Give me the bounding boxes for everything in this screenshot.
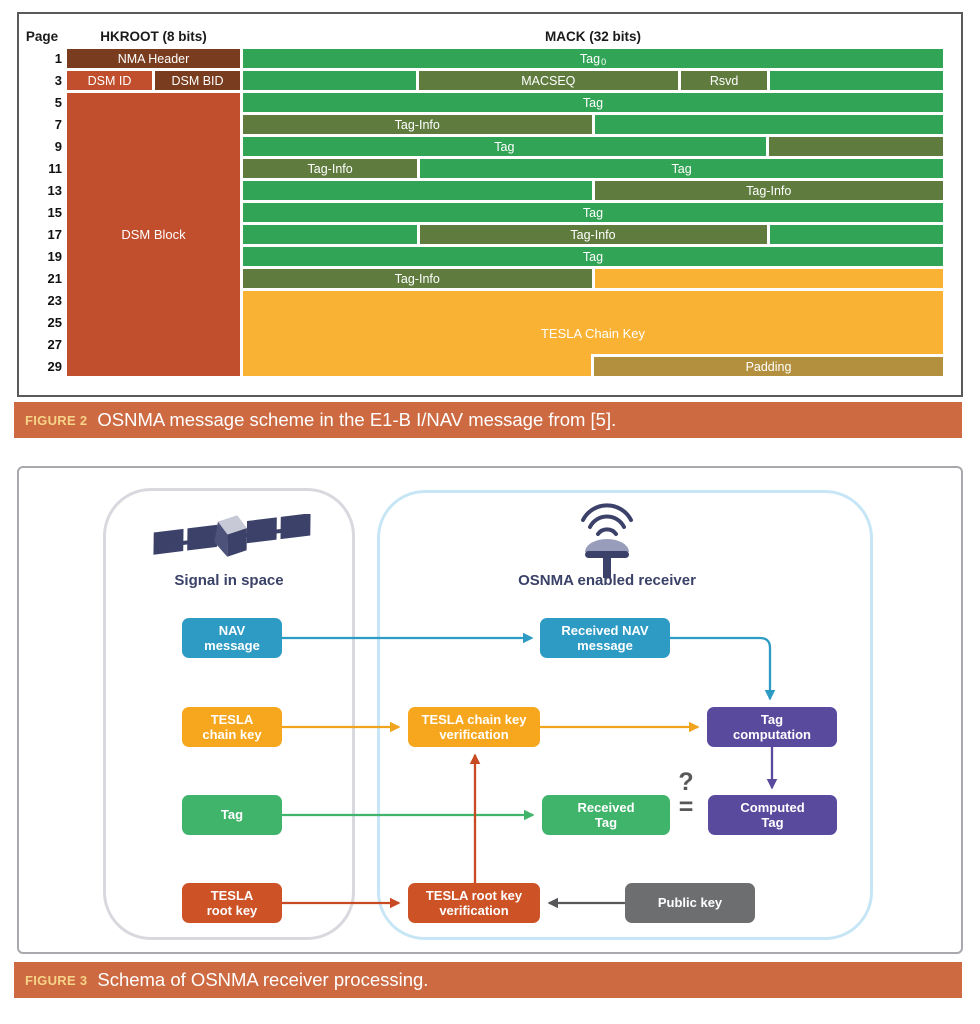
tesla-root-key-box: TESLA root key <box>182 883 282 923</box>
page-number: 3 <box>54 73 62 88</box>
page-number: 27 <box>47 337 62 352</box>
field-unlabeled <box>243 181 592 200</box>
signal-in-space-label: Signal in space <box>174 572 284 589</box>
page-number: 1 <box>54 51 62 66</box>
page-number: 21 <box>47 271 62 286</box>
field-unlabeled <box>770 71 943 90</box>
page-number: 19 <box>47 249 62 264</box>
tesla-chain-key-label: TESLA Chain Key <box>540 326 646 341</box>
mack-row <box>243 137 943 156</box>
hkroot-row <box>67 49 240 68</box>
field-dsm-id: DSM ID <box>67 71 152 90</box>
field-tag-info: Tag-Info <box>595 181 944 200</box>
equals-icon: = <box>678 793 694 821</box>
page-number: 29 <box>47 359 62 374</box>
mack-row <box>243 247 943 266</box>
column-header-hkroot: HKROOT (8 bits) <box>100 29 207 44</box>
mack-row <box>243 269 943 288</box>
field-tag-info: Tag-Info <box>243 159 417 178</box>
field-tag: Tag <box>243 247 943 266</box>
figure2-caption-number: FIGURE 2 <box>25 412 88 428</box>
field-unlabeled <box>769 137 943 156</box>
field-tag: Tag 0 <box>243 49 943 68</box>
mack-row <box>243 225 943 244</box>
mack-row <box>243 49 943 68</box>
mack-row <box>243 115 943 134</box>
mack-row <box>243 93 943 112</box>
mack-row <box>243 71 943 90</box>
field-tag: Tag <box>420 159 943 178</box>
dsm-block <box>67 93 240 376</box>
field-nma-header: NMA Header <box>67 49 240 68</box>
question-mark-icon: ? <box>678 768 694 796</box>
mack-row <box>243 159 943 178</box>
figure3-caption <box>14 962 962 998</box>
mack-row <box>243 181 943 200</box>
page-number: 25 <box>47 315 62 330</box>
tesla-chain-key-verification-box: TESLA chain key verification <box>408 707 540 747</box>
hkroot-row <box>67 71 240 90</box>
field-unlabeled <box>243 225 417 244</box>
tesla-root-key-verification-box: TESLA root key verification <box>408 883 540 923</box>
field-tag: Tag <box>243 203 943 222</box>
column-header-page: Page <box>25 29 59 44</box>
page-number: 13 <box>47 183 62 198</box>
antenna-icon <box>575 494 639 578</box>
page-number: 15 <box>47 205 62 220</box>
computed-tag-box: Computed Tag <box>708 795 837 835</box>
field-dsm-bid: DSM BID <box>155 71 240 90</box>
comparison-symbol <box>670 770 702 820</box>
field-unlabeled <box>770 225 944 244</box>
tag-box: Tag <box>182 795 282 835</box>
padding-label: Padding <box>745 359 792 374</box>
column-header-mack: MACK (32 bits) <box>544 29 641 44</box>
nav-message-box: NAV message <box>182 618 282 658</box>
public-key-box: Public key <box>625 883 755 923</box>
field-rsvd: Rsvd <box>681 71 767 90</box>
osnma-receiver-label: OSNMA enabled receiver <box>518 572 696 589</box>
field-tag-info: Tag-Info <box>420 225 767 244</box>
tag-computation-box: Tag computation <box>707 707 837 747</box>
field-macseq: MACSEQ <box>419 71 678 90</box>
mack-row <box>243 203 943 222</box>
figure2-caption-text: OSNMA message scheme in the E1-B I/NAV message from [5]. <box>97 409 617 430</box>
field-tag: Tag <box>243 137 766 156</box>
page-number: 7 <box>54 117 62 132</box>
page-number: 5 <box>54 95 62 110</box>
tesla-chain-key-box: TESLA chain key <box>182 707 282 747</box>
figure2-caption <box>14 402 962 438</box>
field-unlabeled <box>595 269 944 288</box>
received-tag-box: Received Tag <box>542 795 670 835</box>
figure3-caption-text: Schema of OSNMA receiver processing. <box>97 969 429 990</box>
page-number: 9 <box>54 139 62 154</box>
received-nav-message-box: Received NAV message <box>540 618 670 658</box>
dsm-block-label: DSM Block <box>121 227 186 242</box>
padding-block <box>591 354 943 376</box>
field-unlabeled <box>595 115 944 134</box>
page-number: 17 <box>47 227 62 242</box>
page-number: 23 <box>47 293 62 308</box>
field-tag-info: Tag-Info <box>243 269 592 288</box>
field-tag: Tag <box>243 93 943 112</box>
satellite-icon <box>150 514 314 562</box>
field-tag-info: Tag-Info <box>243 115 592 134</box>
field-unlabeled <box>243 71 416 90</box>
page-number: 11 <box>48 161 62 176</box>
figure3-caption-number: FIGURE 3 <box>25 972 88 988</box>
